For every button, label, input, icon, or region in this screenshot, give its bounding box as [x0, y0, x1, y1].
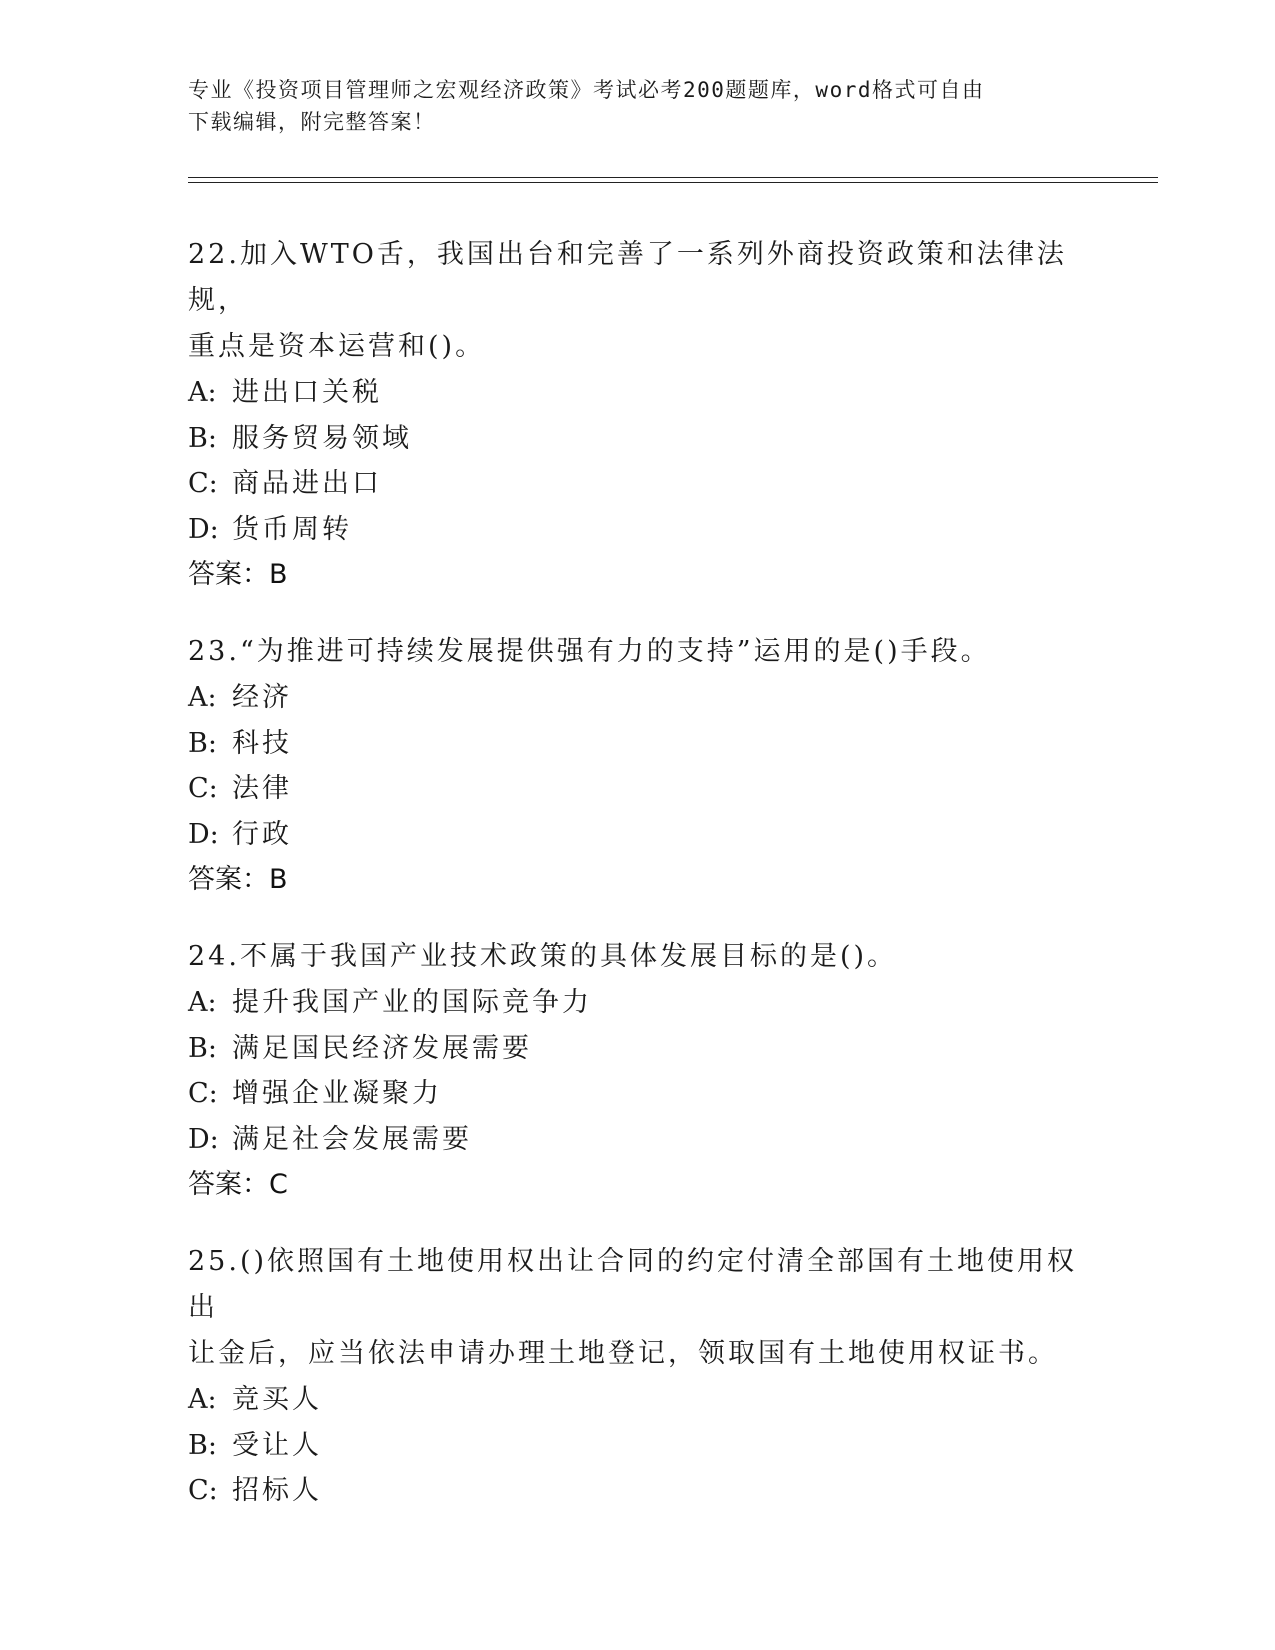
question-23 [188, 629, 1088, 903]
option-text: 受让人 [232, 1429, 322, 1461]
header-divider-top [188, 177, 1158, 178]
option-b [188, 721, 1088, 767]
option-letter: D: [188, 818, 219, 850]
question-stem-line: 让金后，应当依法申请办理土地登记，领取国有土地使用权证书。 [188, 1338, 1058, 1369]
option-d [188, 507, 1088, 553]
option-letter: B: [188, 727, 217, 759]
option-letter: B: [188, 1032, 217, 1064]
answer-line: 答案：C [188, 1169, 288, 1200]
question-stem-line: 25.()依照国有土地使用权出让合同的约定付清全部国有土地使用权出 [188, 1246, 1078, 1323]
option-text: 进出口关税 [232, 377, 382, 408]
question-list [188, 232, 1088, 1545]
option-letter: A: [188, 987, 217, 1018]
option-text: 服务贸易领域 [232, 422, 412, 454]
option-letter: C: [188, 1475, 218, 1506]
option-letter: B: [188, 422, 217, 454]
option-b [188, 1423, 1088, 1469]
option-letter: B: [188, 1429, 217, 1461]
question-stem-line: 23.“为推进可持续发展提供强有力的支持”运用的是()手段。 [188, 636, 991, 667]
header-line-1: 专业《投资项目管理师之宏观经济政策》考试必考200题题库，word格式可自由 [188, 78, 985, 102]
option-text: 招标人 [232, 1475, 322, 1506]
option-a [188, 370, 1088, 416]
option-letter: A: [188, 682, 217, 713]
option-text: 提升我国产业的国际竞争力 [232, 987, 592, 1018]
option-text: 法律 [232, 773, 292, 804]
question-24 [188, 934, 1088, 1208]
option-c [188, 1468, 1088, 1514]
option-c [188, 1071, 1088, 1117]
answer-line: 答案：B [188, 864, 288, 895]
question-stem-line: 22.加入WTO舌，我国出台和完善了一系列外商投资政策和法律法规， [188, 239, 1067, 316]
option-letter: D: [188, 513, 219, 545]
question-25 [188, 1239, 1088, 1514]
option-b [188, 1026, 1088, 1072]
option-text: 竞买人 [232, 1384, 322, 1415]
option-letter: C: [188, 1078, 218, 1109]
option-d [188, 1117, 1088, 1163]
option-text: 科技 [232, 727, 292, 759]
option-a [188, 675, 1088, 721]
option-c [188, 766, 1088, 812]
document-header [188, 74, 1088, 138]
option-text: 满足社会发展需要 [232, 1123, 472, 1155]
option-letter: C: [188, 468, 218, 499]
header-line-2: 下载编辑，附完整答案！ [188, 110, 436, 134]
option-text: 行政 [232, 818, 292, 850]
option-d [188, 812, 1088, 858]
option-letter: D: [188, 1123, 219, 1155]
option-b [188, 416, 1088, 462]
option-a [188, 980, 1088, 1026]
answer-line: 答案：B [188, 559, 288, 590]
option-text: 满足国民经济发展需要 [232, 1032, 532, 1064]
option-text: 经济 [232, 682, 292, 713]
option-letter: C: [188, 773, 218, 804]
option-c [188, 461, 1088, 507]
question-stem-line: 重点是资本运营和()。 [188, 331, 486, 362]
option-letter: A: [188, 1384, 217, 1415]
option-text: 货币周转 [232, 513, 352, 545]
option-letter: A: [188, 377, 217, 408]
header-divider-bottom [188, 182, 1158, 183]
option-a [188, 1377, 1088, 1423]
option-text: 增强企业凝聚力 [232, 1078, 442, 1109]
question-22 [188, 232, 1088, 598]
option-text: 商品进出口 [232, 468, 382, 499]
question-stem-line: 24.不属于我国产业技术政策的具体发展目标的是()。 [188, 941, 898, 972]
